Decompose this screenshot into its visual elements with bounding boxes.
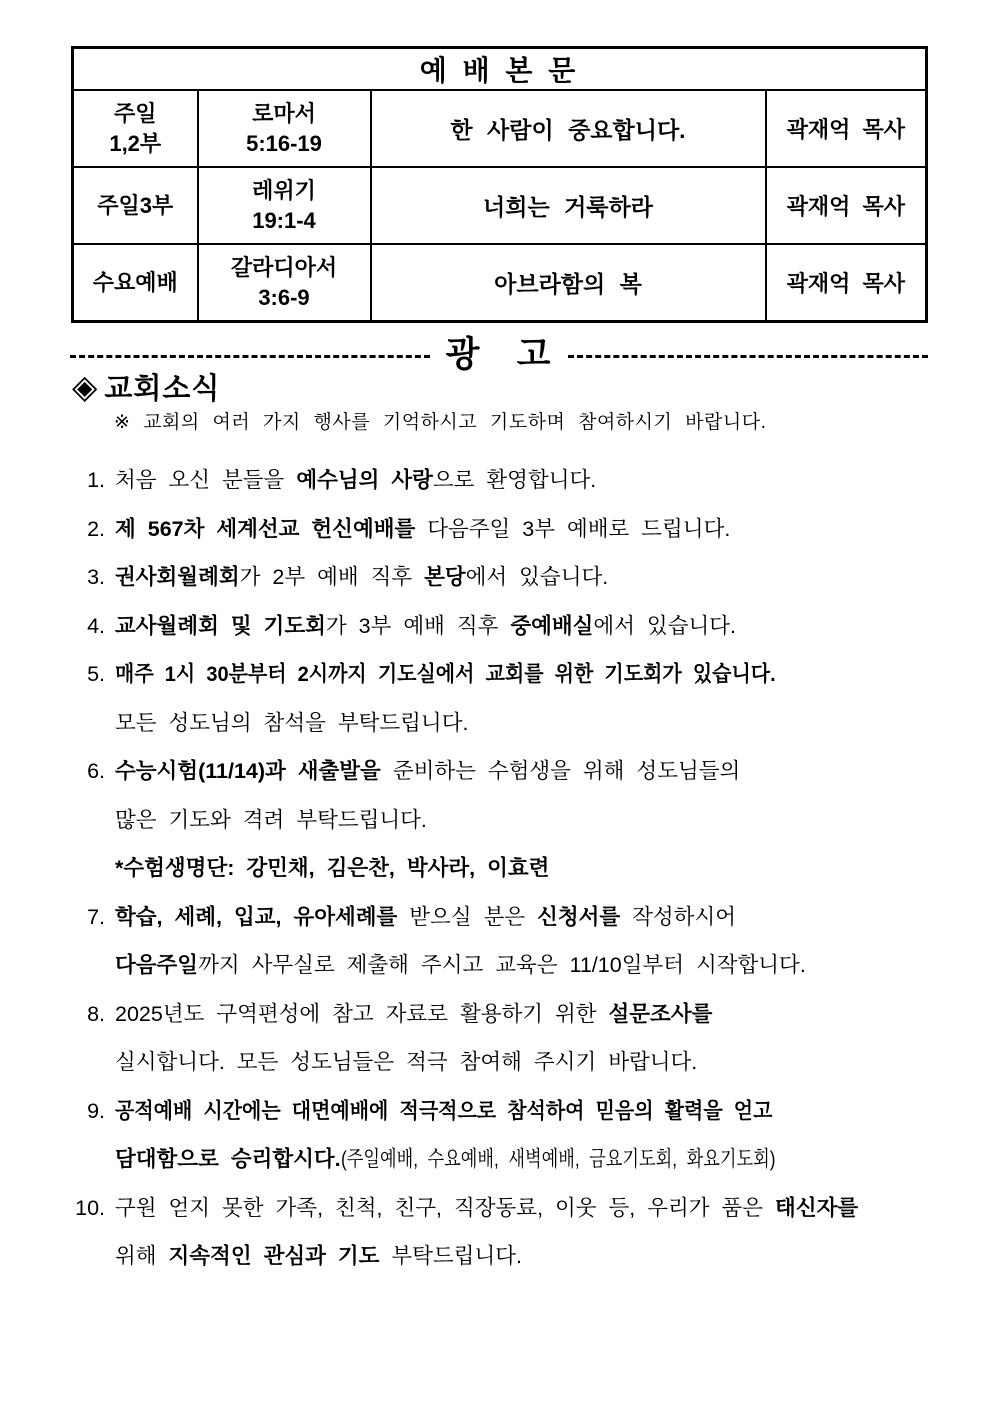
- worship-scripture-table: [71, 46, 928, 323]
- item-number: 6.: [87, 759, 105, 783]
- announcement-text: 작성하시어: [620, 904, 736, 929]
- announcement-text: *수험생명단: 강민채, 김은찬, 박사라, 이효련: [115, 856, 550, 880]
- announcement-text: 수능시험(11/14)과 새출발을: [115, 759, 381, 783]
- announcement-text: 다음주일: [115, 953, 199, 977]
- announcement-text: 가 2부 예배 직후: [239, 565, 425, 589]
- announcement-line: [60, 796, 945, 845]
- table-title: 예 배 본 문: [73, 48, 927, 91]
- item-number: 10.: [75, 1195, 105, 1220]
- announcements-header: 광 고: [445, 335, 553, 374]
- announcement-text: 제 567차 세계선교 헌신예배를: [115, 516, 416, 541]
- announcement-line: [60, 456, 945, 505]
- announcement-text: 설문조사를: [608, 1001, 713, 1026]
- announcement-line: [60, 699, 945, 748]
- announcement-text: 중예배실: [510, 613, 594, 638]
- item-number: 2.: [87, 516, 105, 541]
- sermon-title: 아브라함의 복: [371, 244, 766, 322]
- announcement-text: 위해: [115, 1244, 169, 1268]
- announcement-text: 에서 있습니다.: [593, 613, 736, 638]
- announcement-text: 권사회월례회: [115, 565, 240, 589]
- announcement-line: [60, 747, 945, 796]
- sermon-title: 너희는 거룩하라: [371, 167, 766, 244]
- announcement-text: 부탁드립니다.: [379, 1244, 522, 1268]
- announcement-text: 준비하는 수험생을 위해 성도님들의: [380, 759, 741, 783]
- announcement-line: [60, 990, 945, 1039]
- announcement-text: 으로 환영합니다.: [432, 468, 597, 492]
- item-number: 5.: [87, 662, 105, 686]
- item-number: 7.: [87, 904, 105, 929]
- scripture-book: 로마서: [252, 100, 316, 126]
- announcement-text: 구원 얻지 못한 가족, 친척, 친구, 직장동료, 이웃 등, 우리가 품은: [115, 1195, 776, 1220]
- announcement-line: [60, 1135, 945, 1184]
- service-part: 1,2부: [109, 130, 162, 156]
- announcement-line: [60, 1087, 945, 1136]
- scripture-verse: 19:1-4: [252, 207, 316, 233]
- item-number: 3.: [87, 565, 105, 589]
- table-row: [73, 167, 927, 244]
- service-cell: [73, 244, 198, 322]
- announcement-line: [60, 1232, 945, 1281]
- dashed-line-left: [70, 355, 430, 358]
- preacher-name: 곽재억 목사: [766, 90, 927, 167]
- announcement-text: 본당: [424, 565, 466, 589]
- scripture-cell: [198, 244, 371, 322]
- announcement-line: [60, 1038, 945, 1087]
- announcement-text: 지속적인 관심과 기도: [168, 1244, 380, 1268]
- diamond-bullet-icon: ◈: [72, 368, 98, 405]
- announcement-text: 모든 성도님의 참석을 부탁드립니다.: [115, 710, 469, 735]
- table-title-row: [73, 48, 927, 91]
- preacher-name: 곽재억 목사: [766, 167, 927, 244]
- service-name: 주일3부: [97, 192, 174, 218]
- announcement-text: 2025년도 구역편성에 참고 자료로 활용하기 위한: [115, 1001, 609, 1026]
- announcement-text: 매주 1시 30분부터 2시까지 기도실에서 교회를 위한 기도회가 있습니다.: [115, 662, 776, 686]
- announcement-line: [60, 1184, 945, 1233]
- announcement-text: 처음 오신 분들을: [115, 468, 297, 492]
- scripture-cell: [198, 167, 371, 244]
- item-number: 9.: [87, 1098, 105, 1123]
- announcement-list: [60, 456, 945, 1281]
- announcement-text: 담대함으로 승리합시다.: [115, 1147, 341, 1171]
- announcement-text: 많은 기도와 격려 부탁드립니다.: [115, 807, 427, 832]
- section-title: 교회소식: [104, 373, 221, 405]
- announcement-text: 다음주일 3부 예배로 드립니다.: [415, 516, 731, 541]
- announcement-text: 실시합니다. 모든 성도님들은 적극 참여해 주시기 바랍니다.: [115, 1050, 698, 1074]
- announcement-text: 교사월례회 및 기도회: [115, 613, 326, 638]
- announcement-text: 에서 있습니다.: [465, 565, 609, 589]
- announcement-text: 까지 사무실로 제출해 주시고 교육은 11/10일부터 시작합니다.: [198, 953, 806, 977]
- scripture-verse: 5:16-19: [246, 130, 322, 156]
- announcement-text: 태신자를: [775, 1195, 859, 1220]
- item-number: 1.: [87, 468, 105, 492]
- announcement-text: 공적예배 시간에는 대면예배에 적극적으로 참석하여 믿음의 활력을 얻고: [115, 1098, 773, 1123]
- table-row: [73, 90, 927, 167]
- announcement-text: 예수님의 사랑: [296, 468, 433, 492]
- table-row: [73, 244, 927, 322]
- item-number: 8.: [87, 1001, 105, 1026]
- service-cell: [73, 167, 198, 244]
- announcement-line: [60, 553, 945, 602]
- item-number: 4.: [87, 613, 105, 638]
- announcement-line: [60, 602, 945, 651]
- service-name: 주일: [113, 100, 157, 126]
- announcement-line: [60, 650, 945, 699]
- scripture-book: 레위기: [252, 177, 316, 203]
- scripture-book: 갈라디아서: [230, 254, 338, 280]
- scripture-verse: 3:6-9: [258, 284, 310, 310]
- announcement-line: [60, 941, 945, 990]
- section-note: ※ 교회의 여러 가지 행사를 기억하시고 기도하며 참여하시기 바랍니다.: [114, 412, 767, 433]
- announcement-line: [60, 844, 945, 893]
- church-news-heading: [72, 366, 220, 407]
- announcement-text: 신청서를: [537, 904, 621, 929]
- sermon-title: 한 사람이 중요합니다.: [371, 90, 766, 167]
- announcement-text: 가 3부 예배 직후: [325, 613, 511, 638]
- service-cell: [73, 90, 198, 167]
- announcement-text: 학습, 세례, 입교, 유아세례를: [115, 904, 398, 929]
- dashed-line-right: [568, 355, 928, 358]
- announcement-text: (주일예배, 수요예배, 새벽예배, 금요기도회, 화요기도회): [340, 1147, 776, 1171]
- announcement-line: [60, 505, 945, 554]
- announcement-text: 받으실 분은: [397, 904, 538, 929]
- service-name: 수요예배: [92, 269, 178, 295]
- scripture-cell: [198, 90, 371, 167]
- preacher-name: 곽재억 목사: [766, 244, 927, 322]
- announcement-line: [60, 893, 945, 942]
